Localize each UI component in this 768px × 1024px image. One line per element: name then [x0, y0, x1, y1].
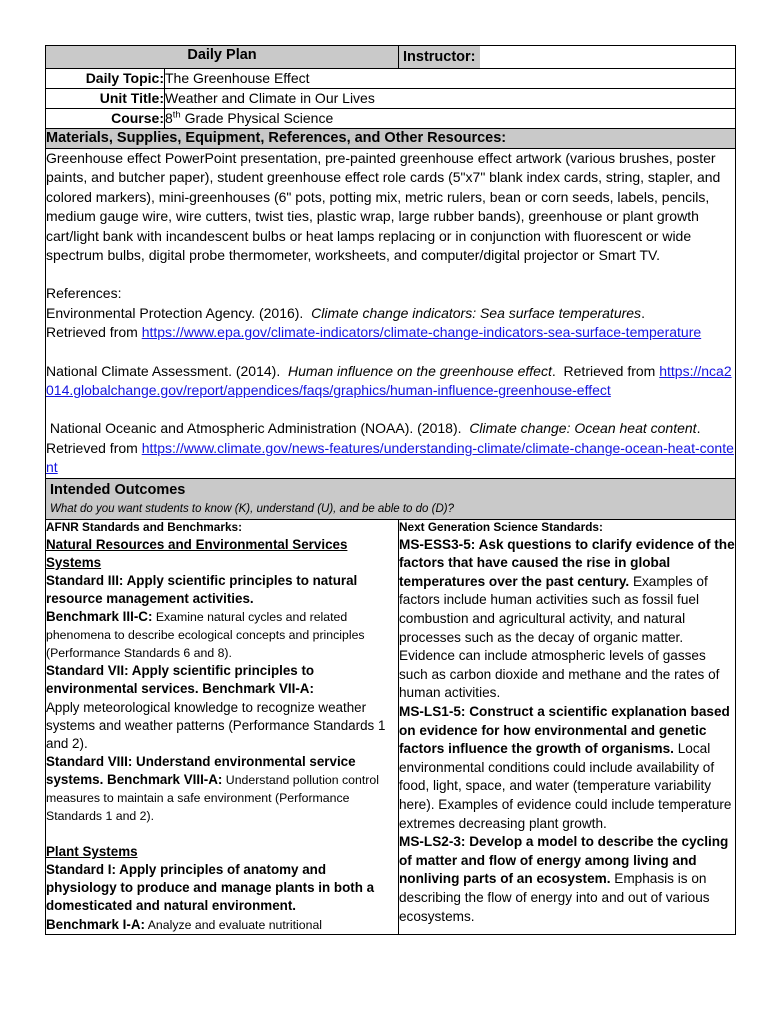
course-value-suffix: Grade Physical Science	[180, 110, 334, 126]
afnr-entry-1-detail	[46, 608, 398, 662]
daily-topic-value[interactable]: The Greenhouse Effect	[165, 69, 736, 89]
course-value[interactable]	[165, 109, 736, 129]
afnr-entry-4	[46, 861, 398, 915]
reference-title-3: Climate change: Ocean heat content	[469, 420, 697, 437]
spacer	[46, 343, 735, 362]
afnr-entry-1-bold: Standard III: Apply scientific principles to natural resource management activities.	[46, 572, 358, 606]
spacer	[46, 400, 735, 419]
table-row-title	[46, 46, 736, 69]
ngss-entry-3-text: Emphasis is on describing the flow of energy into and out of various ecosystems.	[399, 871, 710, 924]
afnr-entry-1	[46, 572, 398, 608]
reference-title-tail-3: .	[696, 420, 701, 437]
ngss-column-header: Next Generation Science Standards:	[399, 519, 603, 534]
table-row-course	[46, 109, 736, 129]
references-label: References:	[46, 285, 122, 302]
instructor-label: Instructor:	[399, 46, 480, 68]
ngss-standards-column	[399, 519, 736, 934]
afnr-entry-2-text: Apply meteorological knowledge to recognize weather systems and weather patterns (Performance Standards 1 and 2).	[46, 699, 386, 751]
ngss-entry-1-text: Examples of factors include human activities such as fossil fuel combustion and agricultural activity, and natural processes such as the decay of organic matter. Evidence can include atmospheric levels of gasses such as carbon dioxide and methane and the rates of human activities.	[399, 573, 720, 701]
reference-author-year-1: Environmental Protection Agency. (2016).	[46, 304, 304, 321]
reference-title-tail-1: .	[641, 304, 645, 321]
afnr-entry-1-text: Examine natural cycles and related phenomena to describe ecological concepts and principles (Performance Standards 6 and 8).	[46, 610, 365, 661]
unit-title-label: Unit Title:	[46, 89, 165, 109]
afnr-entry-2	[46, 662, 398, 698]
reference-title-1: Climate change indicators: Sea surface temperatures	[311, 304, 642, 321]
afnr-entry-4-label: Benchmark I-A:	[46, 916, 145, 932]
reference-author-year-3: National Oceanic and Atmospheric Administration (NOAA). (2018).	[49, 420, 462, 437]
afnr-group1-title: Natural Resources and Environmental Services Systems	[46, 536, 348, 570]
instructor-cell	[399, 46, 736, 69]
course-value-superscript: th	[172, 109, 181, 121]
spacer	[46, 825, 398, 843]
reference-entry-3	[46, 419, 735, 477]
intended-outcomes-cell	[46, 478, 736, 519]
intended-outcomes-heading: Intended Outcomes	[46, 479, 735, 502]
materials-body-cell	[46, 149, 736, 479]
reference-link-1[interactable]: https://www.epa.gov/climate-indicators/climate-change-indicators-sea-surface-temperature	[141, 324, 702, 341]
afnr-entry-4-text: Analyze and evaluate nutritional	[144, 917, 323, 932]
afnr-group2-title: Plant Systems	[46, 844, 138, 860]
table-row-daily-topic	[46, 69, 736, 89]
afnr-standards-column	[46, 519, 399, 934]
materials-section-heading: Materials, Supplies, Equipment, References, and Other Resources:	[46, 129, 736, 149]
table-row-standards	[46, 519, 736, 934]
reference-entry-2	[46, 362, 735, 401]
ngss-entry-2	[399, 703, 735, 833]
reference-retrieved-label-2: Retrieved from	[563, 362, 660, 379]
reference-retrieved-label-1: Retrieved from	[46, 324, 142, 341]
afnr-entry-1-label: Benchmark III-C:	[46, 609, 153, 625]
table-row-materials-heading	[46, 129, 736, 149]
ngss-entry-2-bold: MS-LS1-5: Construct a scientific explanation based on evidence for how environmental and genetic factors influence the growth of organisms.	[399, 704, 730, 757]
reference-title-tail-2: .	[551, 362, 556, 379]
course-value-prefix: 8	[165, 110, 173, 126]
unit-title-value[interactable]: Weather and Climate in Our Lives	[165, 89, 736, 109]
afnr-entry-4-bold: Standard I: Apply principles of anatomy and physiology to produce and manage plants in both a domesticated and natural environment.	[46, 862, 375, 914]
reference-link-3[interactable]: https://www.climate.gov/news-features/understanding-climate/climate-change-ocean-heat-content	[46, 439, 734, 476]
intended-outcomes-subheading: What do you want students to know (K), understand (U), and be able to do (D)?	[46, 502, 735, 519]
spacer	[46, 265, 735, 284]
table-row-intended-outcomes	[46, 478, 736, 519]
afnr-entry-3	[46, 753, 398, 825]
reference-retrieved-label-3: Retrieved from	[46, 439, 142, 456]
course-label: Course:	[46, 109, 165, 129]
reference-author-year-2: National Climate Assessment. (2014).	[46, 362, 281, 379]
table-row-materials-body	[46, 149, 736, 479]
ngss-entry-2-text: Local environmental conditions could include availability of food, light, space, and water (temperature variability here). Examples of evidence could include temperature extremes decreasing plant growth.	[399, 741, 732, 831]
afnr-entry-3-bold: Standard VIII: Understand environmental service systems. Benchmark VIII-A:	[46, 753, 356, 787]
document-title: Daily Plan	[46, 46, 399, 69]
instructor-value-field[interactable]	[480, 46, 736, 68]
afnr-entry-2-detail	[46, 699, 398, 753]
daily-topic-label: Daily Topic:	[46, 69, 165, 89]
ngss-entry-3-bold: MS-LS2-3: Develop a model to describe the cycling of matter and flow of energy among living and nonliving parts of an ecosystem.	[399, 834, 729, 887]
ngss-entry-3	[399, 833, 735, 926]
afnr-entry-3-text: Understand pollution control measures to maintain a safe environment (Performance Standards 1 and 2).	[46, 772, 379, 824]
ngss-entry-1	[399, 536, 735, 703]
afnr-entry-2-bold: Standard VII: Apply scientific principles to environmental services. Benchmark VII-A:	[46, 663, 315, 697]
table-row-unit-title	[46, 89, 736, 109]
reference-title-2: Human influence on the greenhouse effect	[288, 362, 552, 379]
daily-plan-table	[45, 45, 736, 935]
reference-entry-1	[46, 304, 735, 343]
ngss-entry-1-bold: MS-ESS3-5: Ask questions to clarify evidence of the factors that have caused the rise in global temperatures over the past century.	[399, 536, 735, 589]
materials-body-text: Greenhouse effect PowerPoint presentation, pre-painted greenhouse effect artwork (various brushes, poster paints, and butcher paper), student greenhouse effect role cards (5"x7" blank index cards, string, stapler, and colored markers), mini-greenhouses (6" pots, potting mix, metric rulers, bean or corn seeds, labels, pencils, medium gauge wire, wire cutters, twist ties, plastic wrap, large rubber bands), greenhouse or plant growth cart/light bank with incandescent bulbs or heat lamps replacing or in conjunction with fluorescent or wide spectrum bulbs, digital probe thermometer, worksheets, and computer/digital projector or Smart TV.	[46, 150, 721, 264]
afnr-entry-4-detail	[46, 916, 398, 934]
afnr-column-header: AFNR Standards and Benchmarks:	[46, 519, 243, 534]
reference-link-2[interactable]: https://nca2014.globalchange.gov/report/appendices/faqs/graphics/human-influence-greenhouse-effect	[46, 362, 732, 399]
